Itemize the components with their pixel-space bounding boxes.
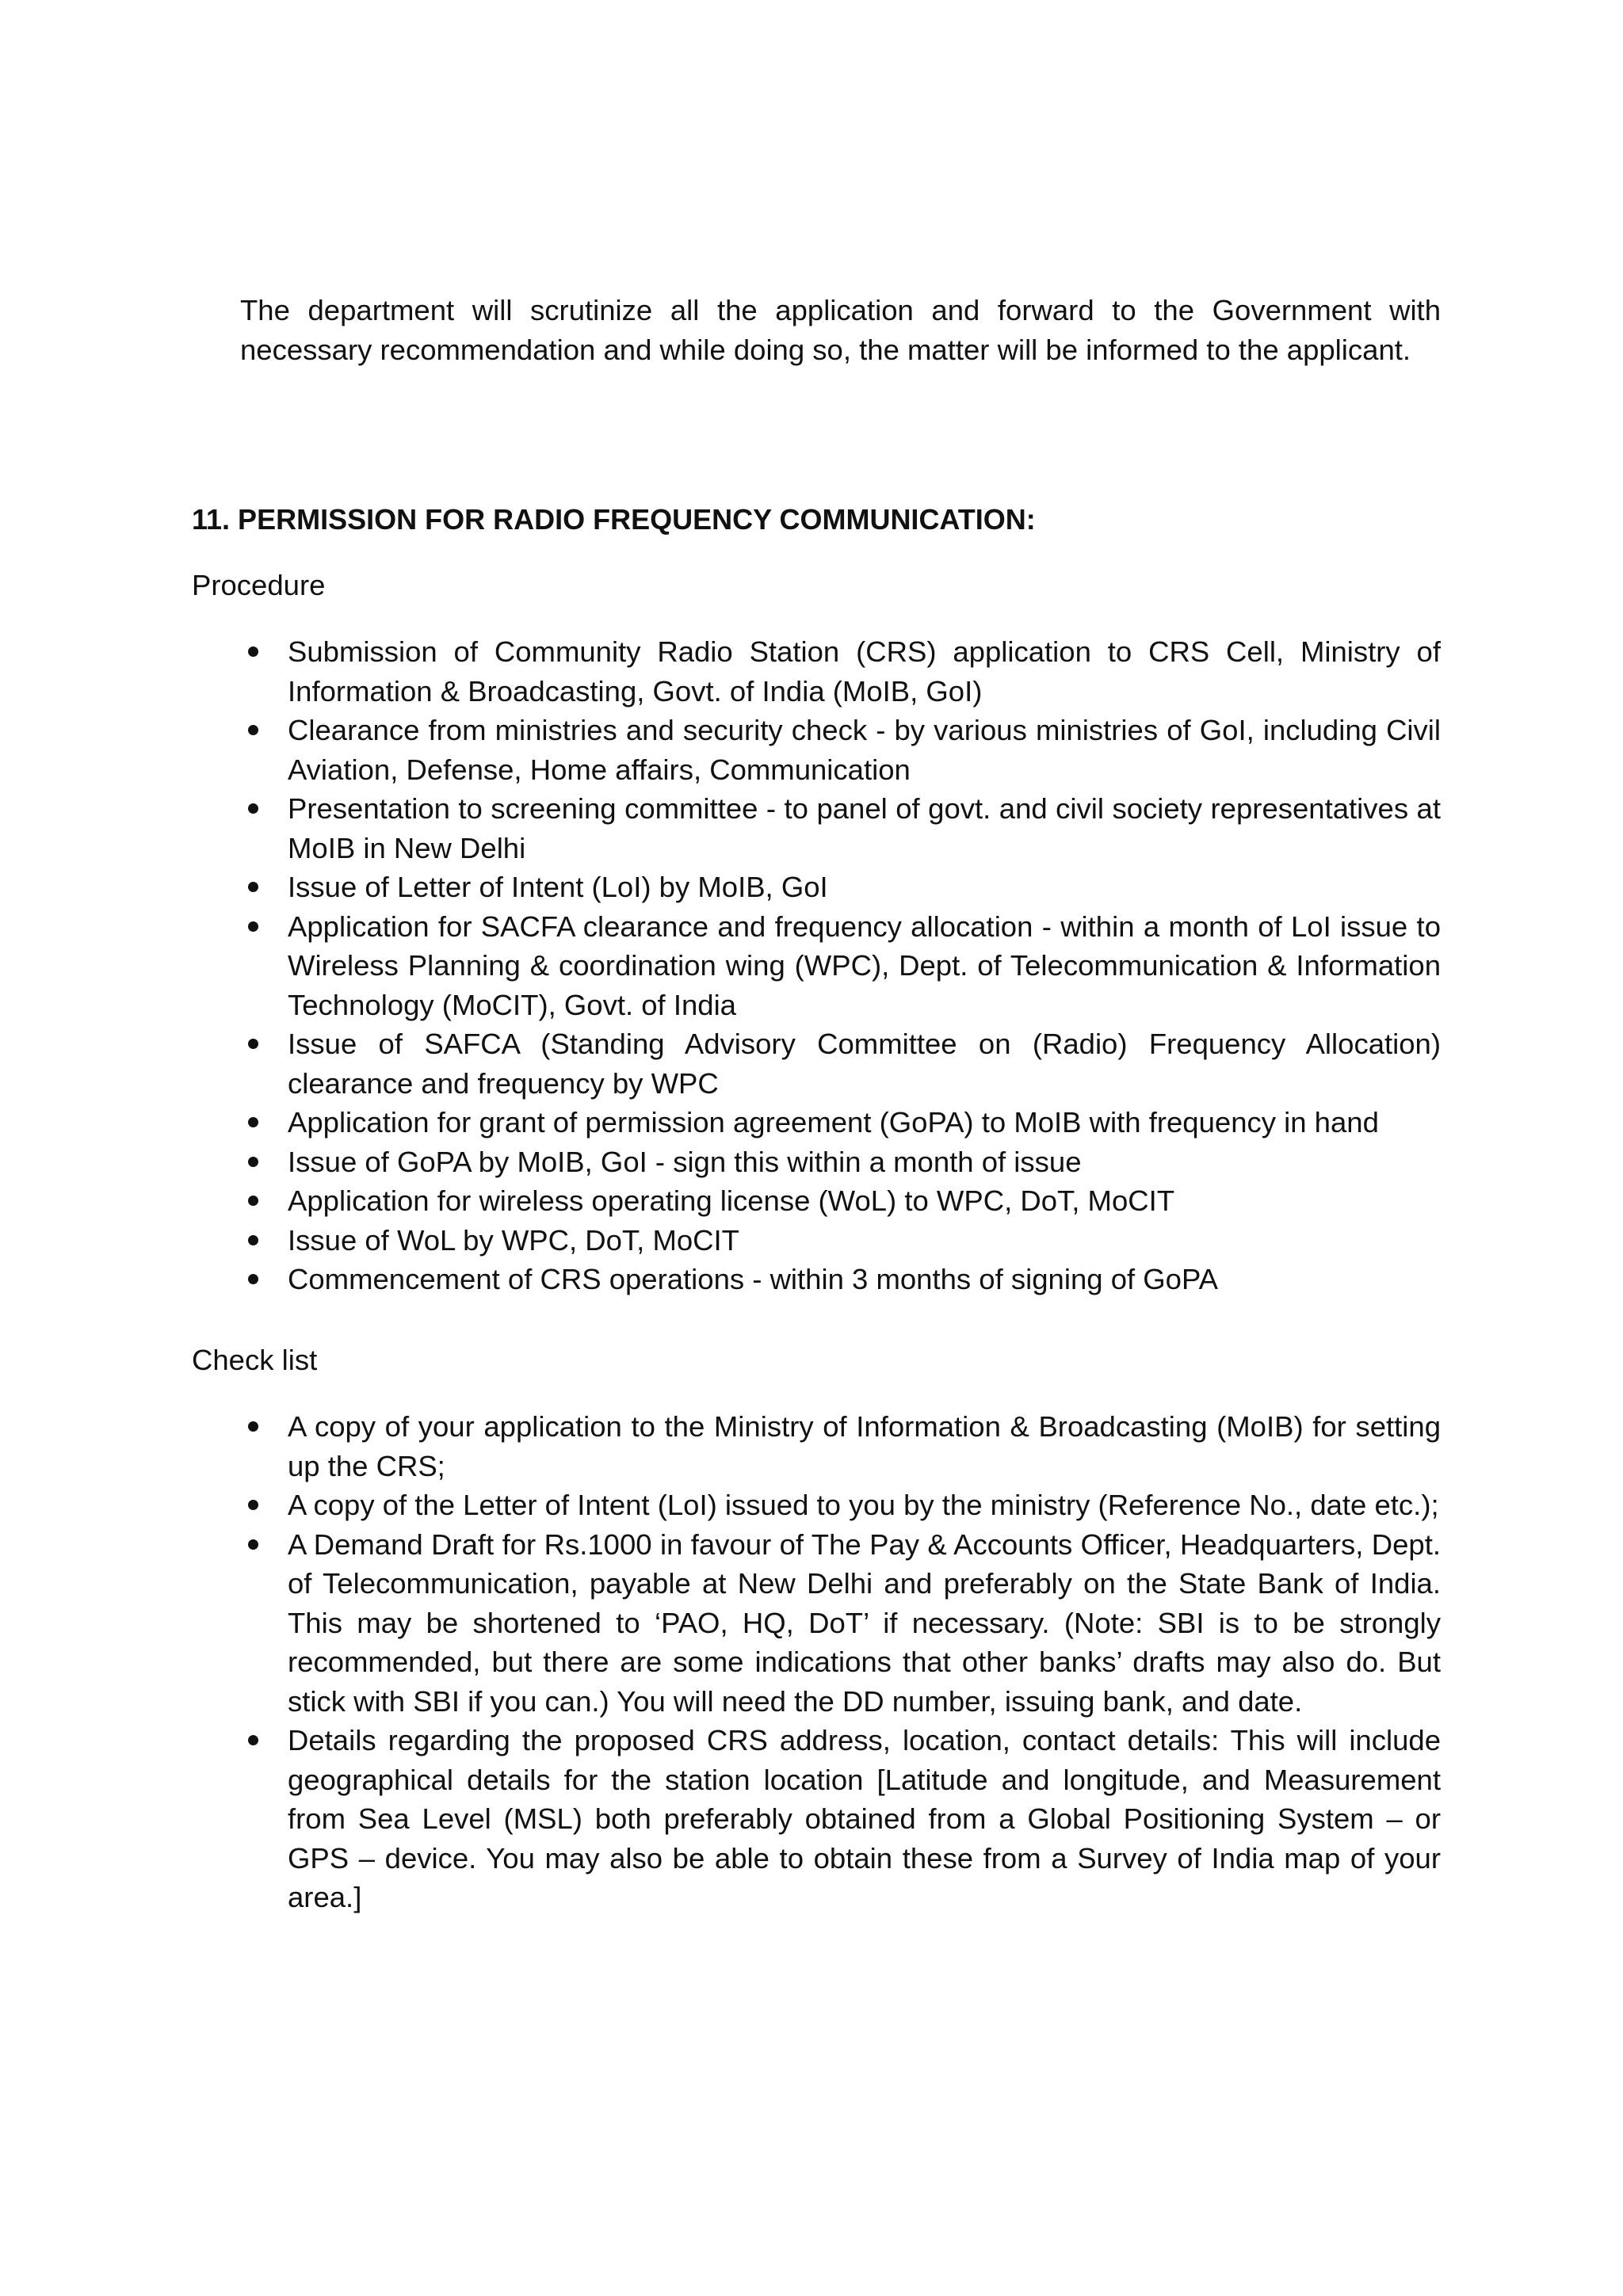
procedure-item <box>240 789 1441 868</box>
procedure-item <box>240 632 1441 711</box>
checklist-item-text: A copy of the Letter of Intent (LoI) issued to you by the ministry (Reference No., date etc.); <box>288 1489 1439 1521</box>
bullet-icon <box>248 882 258 892</box>
procedure-item-text: Application for grant of permission agreement (GoPA) to MoIB with frequency in hand <box>288 1106 1379 1138</box>
procedure-item-text: Issue of WoL by WPC, DoT, MoCIT <box>288 1223 739 1257</box>
section-heading: 11. PERMISSION FOR RADIO FREQUENCY COMMUNICATION: <box>192 503 1036 536</box>
bullet-icon <box>248 1196 258 1206</box>
procedure-item-text: Clearance from ministries and security check - by various ministries of GoI, including Civil Aviation, Defense, Home affairs, Communication <box>288 714 1441 786</box>
procedure-item <box>240 711 1441 789</box>
procedure-item <box>240 1024 1441 1103</box>
checklist-item <box>240 1407 1441 1486</box>
procedure-item-text: Issue of GoPA by MoIB, GoI - sign this within a month of issue <box>288 1145 1082 1178</box>
bullet-icon <box>248 1274 258 1284</box>
checklist-item <box>240 1486 1441 1525</box>
bullet-icon <box>248 1735 258 1745</box>
bullet-icon <box>248 1117 258 1127</box>
procedure-item <box>240 1221 1441 1261</box>
checklist-label: Check list <box>192 1344 318 1376</box>
procedure-item-text: Issue of Letter of Intent (LoI) by MoIB, GoI <box>288 871 828 903</box>
bullet-icon <box>248 1157 258 1167</box>
procedure-label: Procedure <box>192 569 326 601</box>
bullet-icon <box>248 1421 258 1432</box>
procedure-list <box>240 632 1441 1299</box>
procedure-item-text: Submission of Community Radio Station (CRS) application to CRS Cell, Ministry of Information & Broadcasting, Govt. of India (MoIB, GoI) <box>288 635 1441 707</box>
bullet-icon <box>248 646 258 657</box>
procedure-item-text: Presentation to screening committee - to panel of govt. and civil society representatives at MoIB in New Delhi <box>288 792 1441 864</box>
procedure-item <box>240 1142 1441 1182</box>
bullet-icon <box>248 1539 258 1550</box>
procedure-item <box>240 1103 1441 1142</box>
checklist-item <box>240 1721 1441 1917</box>
bullet-icon <box>248 725 258 735</box>
checklist-item-text: A Demand Draft for Rs.1000 in favour of The Pay & Accounts Officer, Headquarters, Dept. of Telecommunication, payable at New Delhi and preferably on the State Bank of India. This may be shortened to ‘PAO, HQ, DoT’ if necessary. (Note: SBI is to be strongly recommended, but there are some indications that other banks’ drafts may also do. But stick with SBI if you can.) You will need the DD number, issuing bank, and date. <box>288 1527 1441 1718</box>
procedure-item-text: Application for wireless operating license (WoL) to WPC, DoT, MoCIT <box>288 1184 1175 1217</box>
checklist-item-text: A copy of your application to the Ministry of Information & Broadcasting (MoIB) for setting up the CRS; <box>288 1410 1441 1482</box>
checklist-list <box>240 1407 1441 1917</box>
procedure-item <box>240 868 1441 907</box>
bullet-icon <box>248 1235 258 1245</box>
bullet-icon <box>248 921 258 932</box>
intro-paragraph: The department will scrutinize all the application and forward to the Government with necessary recommendation and while doing so, the matter will be informed to the applicant. <box>240 294 1441 366</box>
procedure-item-text: Issue of SAFCA (Standing Advisory Committee on (Radio) Frequency Allocation) clearance and frequency by WPC <box>288 1028 1441 1100</box>
procedure-item <box>240 907 1441 1025</box>
bullet-icon <box>248 1039 258 1049</box>
procedure-item <box>240 1260 1441 1299</box>
checklist-item <box>240 1525 1441 1722</box>
procedure-item-text: Commencement of CRS operations - within 3 months of signing of GoPA <box>288 1263 1218 1295</box>
bullet-icon <box>248 1500 258 1510</box>
bullet-icon <box>248 803 258 814</box>
checklist-item-text: Details regarding the proposed CRS address, location, contact details: This will include geographical details for the station location [Latitude and longitude, and Measurement from Sea Level (MSL) both preferably obtained from a Global Positioning System – or GPS – device. You may also be able to obtain these from a Survey of India map of your area.] <box>288 1724 1441 1913</box>
procedure-item <box>240 1181 1441 1221</box>
procedure-item-text: Application for SACFA clearance and frequency allocation - within a month of LoI issue to Wireless Planning & coordination wing (WPC), Dept. of Telecommunication & Information Technology (MoCIT), Govt. of India <box>288 910 1441 1021</box>
